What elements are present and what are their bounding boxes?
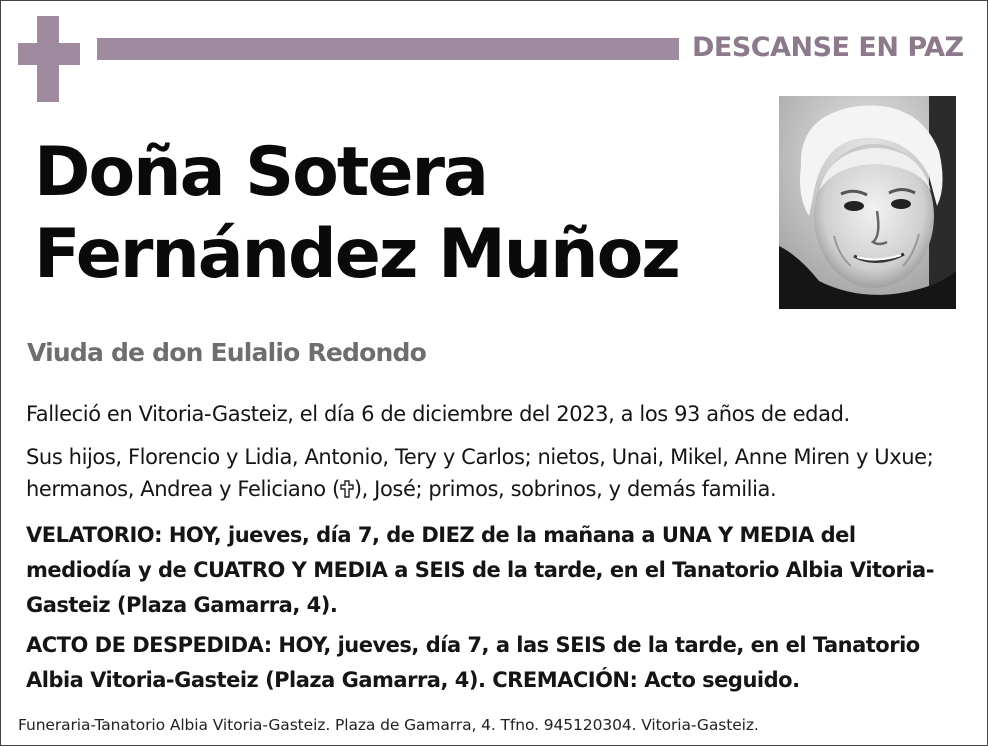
name-line-1: Doña Sotera <box>34 133 487 212</box>
family-text-after: ), José; primos, sobrinos, y demás familia. <box>353 477 777 501</box>
portrait-photo-drawing <box>779 96 956 309</box>
header-label: DESCANSE EN PAZ <box>692 32 964 63</box>
family-text-before: Sus hijos, Florencio y Lidia, Antonio, Tery y Carlos; nietos, Unai, Mikel, Anne Miren y Uxue; hermanos, Andrea y Feliciano ( <box>26 445 934 501</box>
velatorio-paragraph: VELATORIO: HOY, jueves, día 7, de DIEZ de la mañana a UNA Y MEDIA del mediodía y de CUATRO Y MEDIA a SEIS de la tarde, en el Tanatorio Albia Vitoria-Gasteiz (Plaza Gamarra, 4). <box>26 523 934 617</box>
family-paragraph <box>26 441 961 505</box>
cross-icon <box>18 16 80 102</box>
despedida-paragraph: ACTO DE DESPEDIDA: HOY, jueves, día 7, a las SEIS de la tarde, en el Tanatorio Albia Vitoria-Gasteiz (Plaza Gamarra, 4). CREMACIÓN: Acto seguido. <box>26 633 920 692</box>
cross-outline-icon <box>340 480 354 498</box>
deceased-name <box>34 132 679 296</box>
header-bar <box>97 38 679 60</box>
death-paragraph: Falleció en Vitoria-Gasteiz, el día 6 de diciembre del 2023, a los 93 años de edad. <box>26 402 850 426</box>
name-line-2: Fernández Muñoz <box>34 215 679 294</box>
footer-text: Funeraria-Tanatorio Albia Vitoria-Gasteiz. Plaza de Gamarra, 4. Tfno. 945120304. Vitoria-Gasteiz. <box>18 716 759 734</box>
subtitle: Viuda de don Eulalio Redondo <box>27 338 426 367</box>
portrait-photo <box>779 96 956 309</box>
